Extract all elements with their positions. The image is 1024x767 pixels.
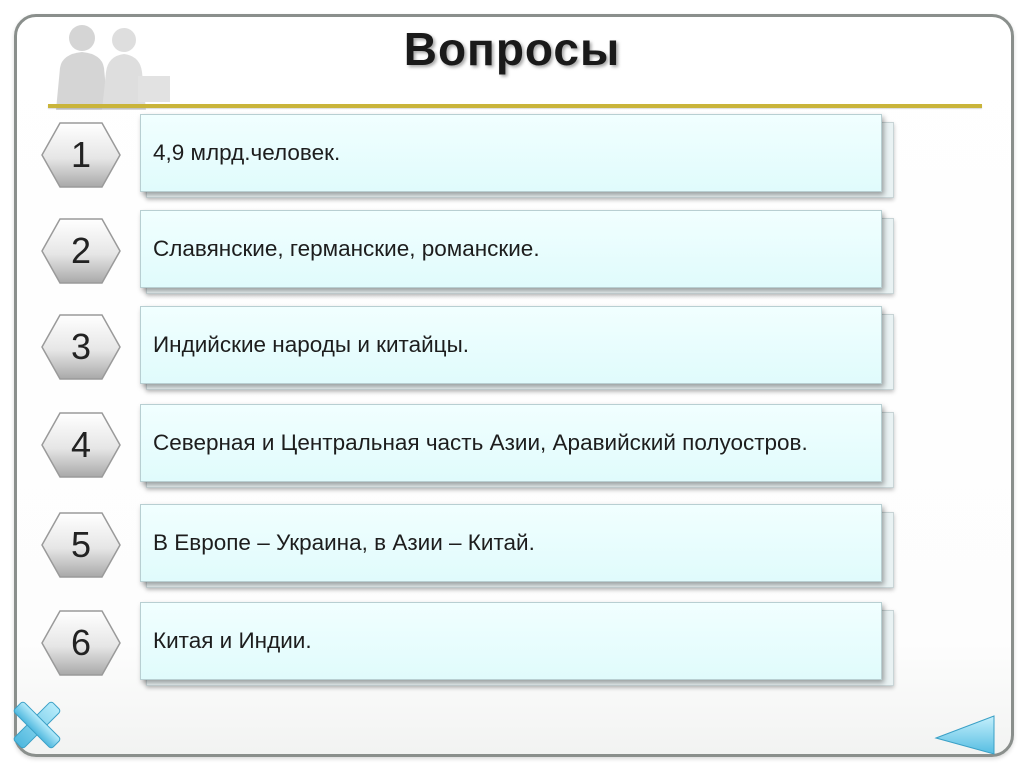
answer-number: 5 <box>70 524 92 565</box>
answer-card[interactable] <box>140 504 882 582</box>
close-x-icon[interactable] <box>6 694 68 756</box>
answer-row-5 <box>0 500 1024 596</box>
answer-text: Славянские, германские, романские. <box>153 236 540 261</box>
answer-number: 6 <box>70 622 92 663</box>
answer-number: 3 <box>70 326 92 367</box>
number-badge[interactable] <box>40 312 122 382</box>
answer-card[interactable] <box>140 210 882 288</box>
answer-text: 4,9 млрд.человек. <box>153 140 341 165</box>
answer-number: 2 <box>70 230 92 271</box>
answer-card[interactable] <box>140 306 882 384</box>
answer-number: 1 <box>70 134 92 175</box>
answer-row-3 <box>0 302 1024 398</box>
number-badge[interactable] <box>40 410 122 480</box>
number-badge[interactable] <box>40 510 122 580</box>
answer-row-4 <box>0 400 1024 496</box>
answer-card[interactable] <box>140 602 882 680</box>
answer-row-1 <box>0 110 1024 206</box>
answer-row-2 <box>0 206 1024 302</box>
answer-text: Северная и Центральная часть Азии, Аравийский полуостров. <box>153 430 808 455</box>
answer-card[interactable] <box>140 404 882 482</box>
answer-row-6 <box>0 598 1024 694</box>
page-title: Вопросы <box>403 23 621 75</box>
answer-text: В Европе – Украина, в Азии – Китай. <box>153 530 535 555</box>
number-badge[interactable] <box>40 216 122 286</box>
title-divider <box>48 104 982 108</box>
back-arrow-icon[interactable] <box>934 712 998 756</box>
number-badge[interactable] <box>40 120 122 190</box>
answer-text: Индийские народы и китайцы. <box>153 332 469 357</box>
answer-text: Китая и Индии. <box>153 628 312 653</box>
number-badge[interactable] <box>40 608 122 678</box>
answer-number: 4 <box>70 424 92 465</box>
answer-card[interactable] <box>140 114 882 192</box>
